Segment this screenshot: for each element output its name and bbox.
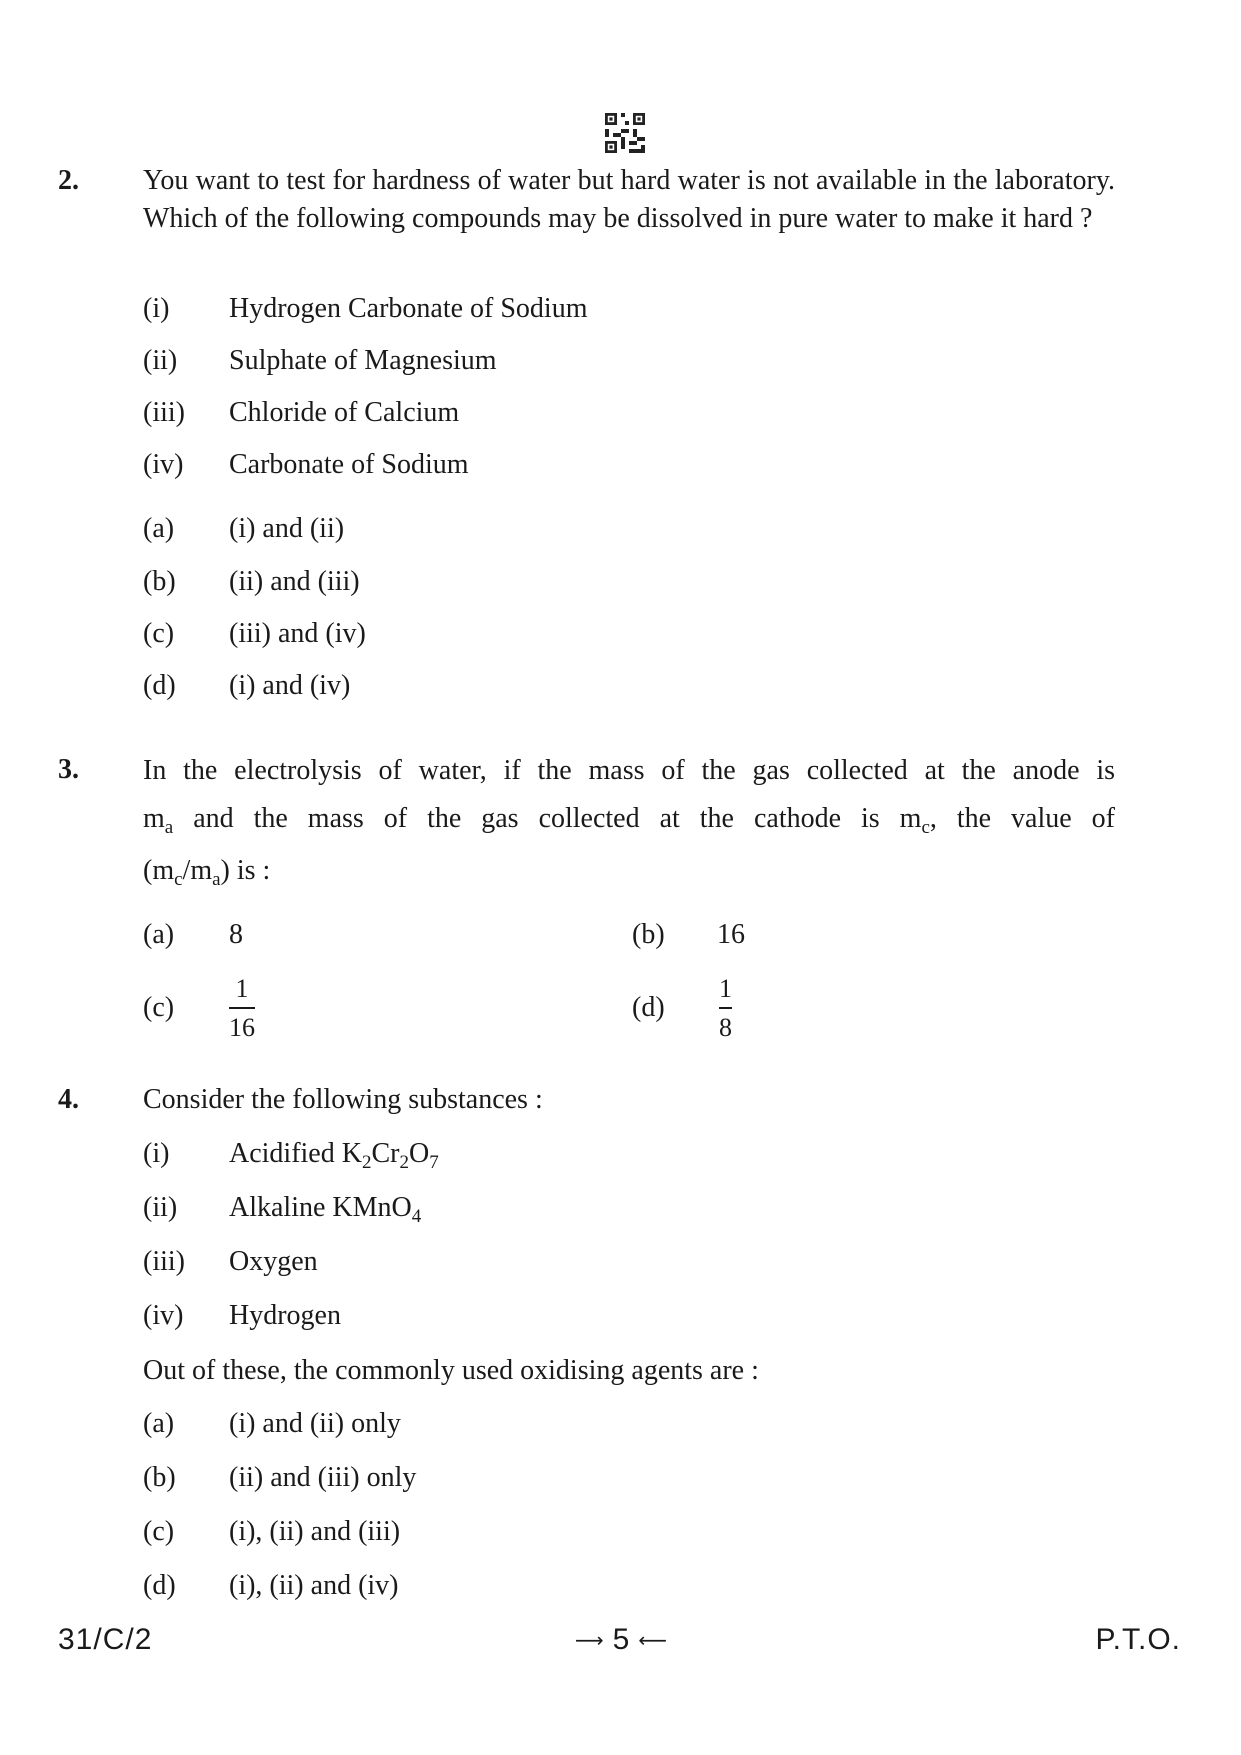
q4-item-text: Oxygen	[229, 1246, 318, 1277]
q3-option-a-label: (a)	[143, 919, 175, 950]
qr-code	[605, 113, 645, 153]
question-4-number: 4.	[58, 1084, 79, 1115]
q2-option-b-text: (ii) and (iii)	[229, 566, 360, 597]
q4-item-label: (iii)	[143, 1246, 185, 1277]
q4-item-text: Alkaline KMnO$_4$	[229, 1192, 422, 1227]
question-2-number: 2.	[58, 165, 79, 196]
q4-option-c-label: (c)	[143, 1516, 175, 1547]
q2-option-a-label: (a)	[143, 513, 175, 544]
q2-option-a-text: (i) and (ii)	[229, 513, 345, 544]
q2-item-text: Carbonate of Sodium	[229, 449, 469, 480]
q2-option-c-text: (iii) and (iv)	[229, 618, 366, 649]
q3-option-d-fraction	[719, 974, 732, 1043]
q4-option-d-text: (i), (ii) and (iv)	[229, 1570, 399, 1601]
q4-option-b-label: (b)	[143, 1462, 176, 1493]
fraction-numerator: 1	[235, 974, 249, 1003]
q4-option-c-text: (i), (ii) and (iii)	[229, 1516, 401, 1547]
q2-item-text: Hydrogen Carbonate of Sodium	[229, 293, 588, 324]
q3-option-c-fraction	[229, 974, 255, 1043]
question-3-number: 3.	[58, 754, 79, 785]
ornament-left-icon: ⟶	[575, 1629, 605, 1652]
fraction-denominator: 8	[719, 1013, 732, 1042]
question-3-line3: $(m_c/m_a)$ is :	[143, 855, 271, 890]
q2-item-label: (iv)	[143, 449, 184, 480]
question-3-line2: $m_a$ and the mass of the gas collected at the cathode is $m_c$, the value of	[143, 803, 1115, 838]
page-number: ⟶ 5 ⟵	[575, 1623, 669, 1656]
q4-option-b-text: (ii) and (iii) only	[229, 1462, 417, 1493]
question-4-stem: Out of these, the commonly used oxidising agents are :	[143, 1355, 759, 1386]
q2-item-label: (ii)	[143, 345, 178, 376]
fraction-denominator: 16	[229, 1013, 255, 1042]
q3-option-d-label: (d)	[632, 992, 665, 1023]
q2-item-label: (iii)	[143, 397, 185, 428]
q2-item-label: (i)	[143, 293, 170, 324]
ornament-right-icon: ⟵	[638, 1629, 669, 1652]
question-3-line1: In the electrolysis of water, if the mass of the gas collected at the anode is	[143, 755, 1115, 786]
q4-item-text: Hydrogen	[229, 1300, 341, 1331]
q4-option-d-label: (d)	[143, 1570, 176, 1601]
q4-item-label: (ii)	[143, 1192, 178, 1223]
paper-code: 31/C/2	[58, 1623, 153, 1656]
q2-option-c-label: (c)	[143, 618, 175, 649]
question-4-text: Consider the following substances :	[143, 1084, 543, 1115]
q3-option-c-label: (c)	[143, 992, 175, 1023]
fraction-numerator: 1	[719, 974, 732, 1003]
q2-option-d-text: (i) and (iv)	[229, 670, 351, 701]
question-2-text: You want to test for hardness of water but hard water is not available in the laboratory. Which of the following compounds may be dissolved in pure water to make it hard ?	[143, 165, 1115, 234]
q3-option-b-value: 16	[717, 919, 745, 950]
q4-option-a-label: (a)	[143, 1408, 175, 1439]
pto-label: P.T.O.	[1095, 1623, 1181, 1656]
q2-item-text: Sulphate of Magnesium	[229, 345, 497, 376]
q2-item-text: Chloride of Calcium	[229, 397, 460, 428]
q4-option-a-text: (i) and (ii) only	[229, 1408, 401, 1439]
q3-option-a-value: 8	[229, 919, 243, 950]
q3-option-b-label: (b)	[632, 919, 665, 950]
q4-item-label: (i)	[143, 1138, 170, 1169]
q4-item-label: (iv)	[143, 1300, 184, 1331]
q4-item-text: Acidified $K_2Cr_2O_7$	[229, 1138, 439, 1173]
q2-option-b-label: (b)	[143, 566, 176, 597]
q2-option-d-label: (d)	[143, 670, 176, 701]
